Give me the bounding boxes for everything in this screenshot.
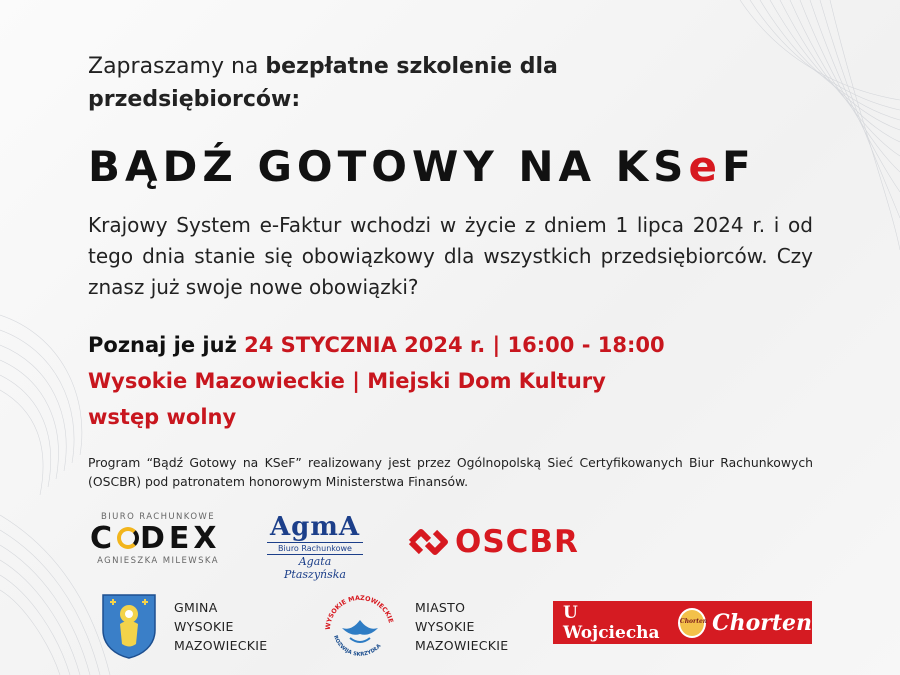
headline-accent-e: e — [688, 142, 722, 191]
oscbr-text: OSCBR — [455, 524, 579, 560]
codex-c: C — [90, 521, 117, 556]
headline — [88, 142, 756, 191]
codex-rest: DEX — [140, 521, 221, 556]
miasto-line1: MIASTO — [415, 600, 466, 615]
agma-title: AgmA — [269, 512, 361, 542]
codex-o-ring-icon — [117, 527, 139, 549]
headline-part2: F — [721, 142, 756, 191]
miasto-text — [415, 598, 509, 655]
wm-badge-bottom-text: ROZWIJA SKRZYDŁA — [332, 634, 383, 658]
miasto-line3: MAZOWIECKIE — [415, 638, 509, 653]
event-entry: wstęp wolny — [88, 405, 237, 429]
event-place: Wysokie Mazowieckie | Miejski Dom Kultury — [88, 369, 606, 393]
event-date-time: 24 STYCZNIA 2024 r. | 16:00 - 18:00 — [244, 333, 665, 357]
codex-main — [90, 522, 226, 556]
agma-subtitle: Biuro Rachunkowe — [267, 542, 363, 555]
program-note: Program “Bądź Gotowy na KSeF” realizowany jest przez Ogólnopolską Sieć Certyfikowanych Biur Rachunkowych (OSCBR) pod patronatem honorowym Ministerstwa Finansów. — [88, 455, 813, 489]
gmina-text — [174, 598, 268, 655]
gmina-line3: MAZOWIECKIE — [174, 638, 268, 653]
oscbr-logo — [405, 524, 579, 560]
codex-logo — [90, 512, 226, 566]
agma-logo — [267, 512, 363, 581]
description: Krajowy System e-Faktur wchodzi w życie z dniem 1 lipca 2024 r. i od tego dnia stanie się obowiązkowy dla wszystkich przedsiębiorców. Czy znasz już swoje nowe obowiązki? — [88, 213, 813, 299]
chorten-right-text: Chorten — [712, 609, 812, 636]
agma-name: Agata Ptaszyńska — [284, 555, 346, 581]
codex-top-text: BIURO RACHUNKOWE — [101, 512, 215, 522]
chorten-left-text: U Wojciecha — [563, 602, 660, 643]
event-lead: Poznaj je już — [88, 333, 245, 357]
codex-bottom-text: AGNIESZKA MILEWSKA — [97, 556, 219, 566]
chorten-logo — [553, 601, 812, 644]
intro-plain: Zapraszamy na — [88, 54, 266, 79]
miasto-line2: WYSOKIE — [415, 619, 475, 634]
event-details — [88, 327, 828, 435]
headline-part1: BĄDŹ GOTOWY NA KS — [88, 142, 689, 191]
chorten-badge-icon — [678, 608, 706, 638]
intro-text — [88, 50, 708, 116]
oscbr-chain-icon — [405, 524, 451, 560]
svg-text:ROZWIJA SKRZYDŁA — [332, 635, 382, 658]
gmina-coat-of-arms-icon — [100, 592, 158, 660]
chorten-badge-text: Chorten — [679, 617, 708, 625]
gmina-line2: WYSOKIE — [174, 619, 234, 634]
gmina-line1: GMINA — [174, 600, 218, 615]
wysokie-mazowieckie-badge-icon — [320, 590, 400, 668]
wm-badge-top-text: WYSOKIE MAZOWIECKIE — [323, 593, 396, 631]
intro-bold: bezpłatne szkolenie dla przedsiębiorców: — [88, 54, 558, 112]
